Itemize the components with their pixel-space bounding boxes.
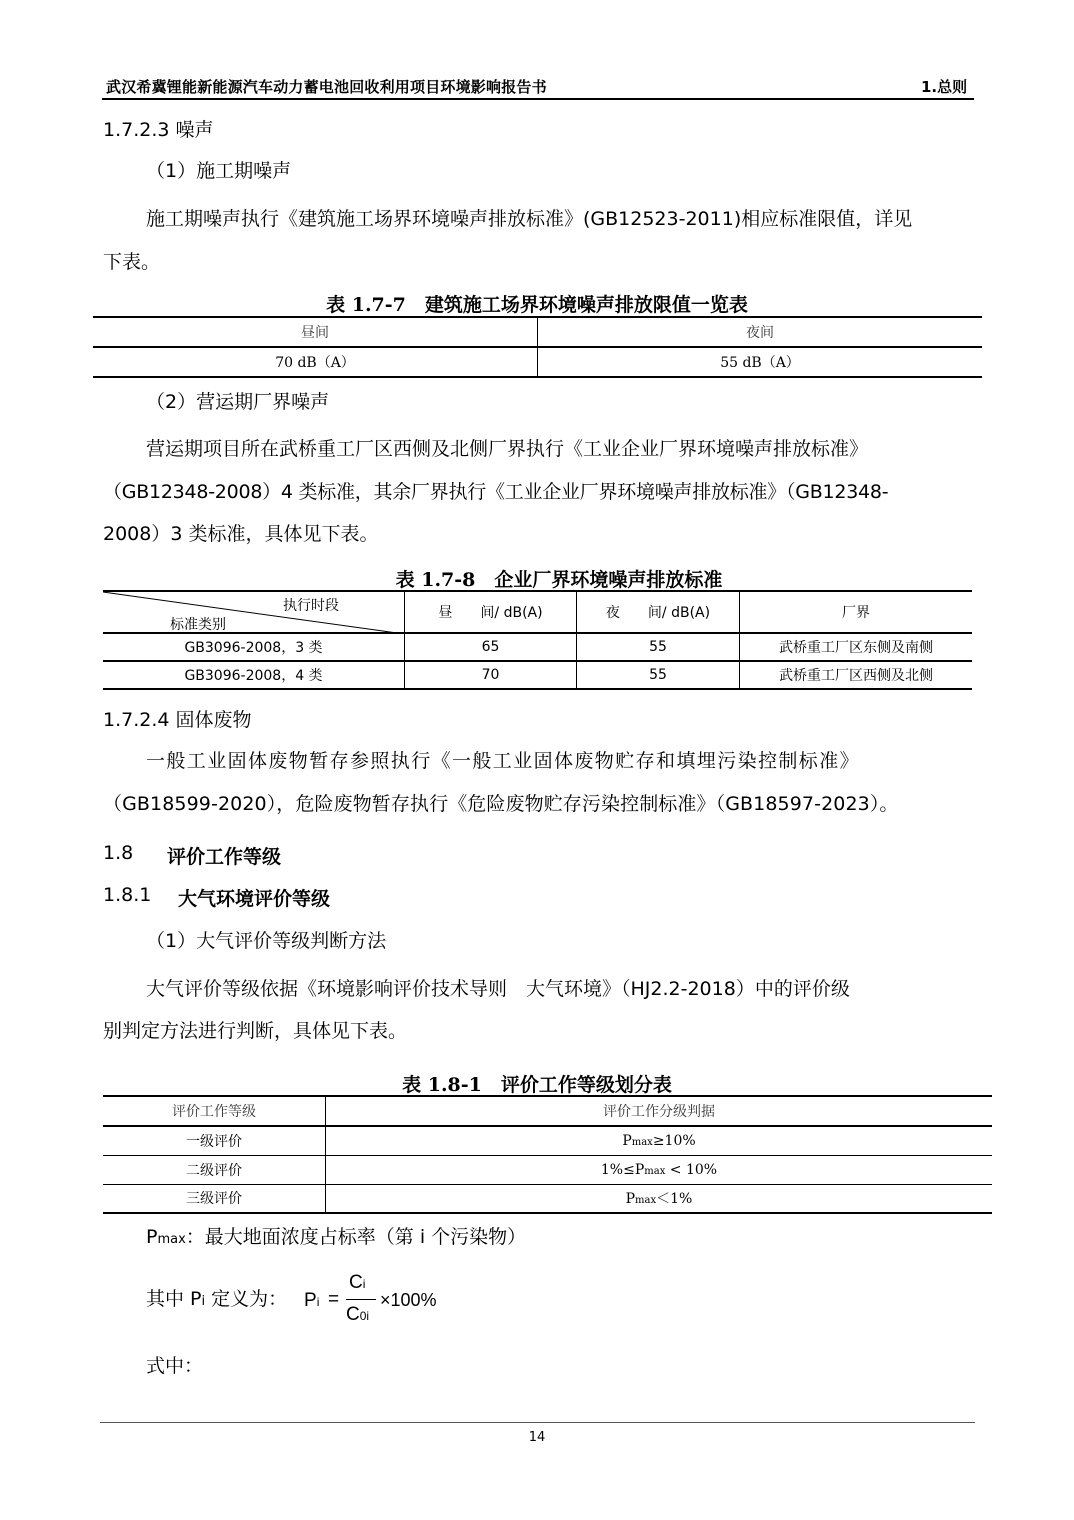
formula-numerator-symbol: C [349, 1272, 363, 1293]
formula [304, 1272, 454, 1334]
table-row [103, 661, 972, 689]
table-header-cell: 夜 间/ dB(A) [577, 591, 740, 633]
criterion-text: P [622, 1132, 632, 1149]
table-caption: 表 1.7-8 企业厂界环境噪声排放标准 [395, 569, 723, 591]
construction-noise-table [93, 316, 982, 378]
table-cell: 55 [577, 661, 740, 689]
header-chapter: 1.总则 [921, 78, 968, 96]
fraction-bar [346, 1299, 376, 1300]
criterion-cell [326, 1155, 993, 1184]
paragraph-line: 别判定方法进行判断，具体见下表。 [103, 1020, 408, 1042]
table-cell: 三级评价 [103, 1184, 326, 1213]
section-number: 1.8 [103, 842, 134, 864]
table-cell: 武桥重工厂区西侧及北侧 [779, 668, 933, 684]
pmax-definition [146, 1228, 526, 1249]
formula-tail: ×100% [380, 1290, 437, 1310]
subsection-title: 大气环境评价等级 [178, 888, 331, 910]
formula-lhs-symbol: P [304, 1290, 317, 1311]
table-cell: 武桥重工厂区东侧及南侧 [740, 633, 973, 661]
diagonal-label-top: 执行时段 [283, 598, 339, 614]
pmax-description: ：最大地面浓度占标率（第 i 个污染物） [185, 1226, 527, 1248]
table-row [103, 633, 972, 661]
header-title: 武汉希冀锂能新能源汽车动力蓄电池回收利用项目环境影响报告书 [106, 78, 547, 96]
table-row [103, 1184, 992, 1213]
pmax-symbol: P [146, 1226, 158, 1248]
criterion-text: < 10% [665, 1161, 718, 1178]
table-cell: 二级评价 [103, 1155, 326, 1184]
formula-denominator-subscript: 0i [359, 1309, 370, 1323]
footer-rule [100, 1422, 975, 1423]
formula-denominator-symbol: C [346, 1304, 360, 1325]
diagonal-label-bottom: 标准类别 [170, 617, 226, 633]
subheading-construction-noise: （1）施工期噪声 [146, 160, 292, 182]
table-header-cell: 昼 间/ dB(A) [405, 591, 577, 633]
table-header-cell: 夜间 [538, 317, 983, 347]
pmax-subscript: max [157, 1232, 186, 1247]
table-cell: GB3096-2008，3 类 [103, 633, 405, 661]
section-heading-solid-waste: 1.7.2.4 固体废物 [103, 709, 252, 731]
subheading-air-method: （1）大气评价等级判断方法 [146, 930, 387, 952]
section-title: 评价工作等级 [167, 846, 282, 868]
table-header-cell: 评价工作分级判据 [326, 1096, 993, 1126]
formula-numerator-subscript: i [362, 1277, 366, 1291]
formula-equals: = [328, 1289, 340, 1310]
header-rule [102, 98, 974, 100]
criterion-subscript: max [631, 1136, 653, 1148]
table-cell: GB3096-2008，4 类 [103, 661, 405, 689]
formula-lead-text: 其中 P [146, 1288, 202, 1310]
table-cell: 55 [577, 633, 740, 661]
table-caption: 表 1.7-7 建筑施工场界环境噪声排放限值一览表 [326, 294, 748, 316]
criterion-text: ＜1% [656, 1191, 693, 1208]
criterion-cell [326, 1126, 993, 1155]
paragraph-line: 营运期项目所在武桥重工厂区西侧及北侧厂界执行《工业企业厂界环境噪声排放标准》 [146, 438, 869, 460]
formula-denominator [346, 1304, 369, 1326]
formula-lhs [304, 1290, 319, 1312]
formula-lead-subscript: i [201, 1294, 206, 1309]
table-cell: 65 [405, 633, 577, 661]
section-heading-noise: 1.7.2.3 噪声 [103, 119, 214, 141]
page-number: 14 [528, 1430, 546, 1445]
criterion-text: 1%≤P [600, 1161, 645, 1178]
table-header-cell: 昼间 [93, 317, 538, 347]
table-cell: 70 dB（A） [93, 347, 538, 377]
paragraph-line: 大气评价等级依据《环境影响评价技术导则 大气环境》（HJ2.2-2018）中的评价级 [146, 978, 850, 1000]
evaluation-grade-table [103, 1095, 992, 1214]
paragraph-line: （GB12348-2008）4 类标准，其余厂界执行《工业企业厂界环境噪声排放标准》（GB12348- [103, 481, 889, 503]
boundary-noise-table [103, 590, 972, 690]
paragraph-line: 一般工业固体废物暂存参照执行《一般工业固体废物贮存和填埋污染控制标准》 [146, 750, 861, 772]
criterion-subscript: max [635, 1195, 657, 1207]
criterion-cell [326, 1184, 993, 1213]
table-row [103, 1155, 992, 1184]
where-label: 式中： [146, 1355, 204, 1377]
table-header-cell: 评价工作等级 [103, 1096, 326, 1126]
formula-lead [146, 1290, 287, 1311]
formula-lhs-subscript: i [316, 1295, 320, 1309]
table-header-cell: 厂界 [740, 591, 973, 633]
diagonal-header-cell [103, 591, 405, 633]
table-row [103, 1126, 992, 1155]
criterion-text: P [625, 1191, 636, 1208]
paragraph-line: 施工期噪声执行《建筑施工场界环境噪声排放标准》(GB12523-2011)相应标准限值，详见 [146, 208, 913, 230]
paragraph-line: 2008）3 类标准，具体见下表。 [103, 523, 379, 545]
criterion-text: ≥10% [652, 1132, 696, 1149]
table-cell: 55 dB（A） [720, 355, 800, 371]
subsection-number: 1.8.1 [103, 884, 152, 906]
table-cell: 70 [405, 661, 577, 689]
criterion-subscript: max [644, 1165, 666, 1177]
subheading-operation-noise: （2）营运期厂界噪声 [146, 391, 330, 413]
table-cell: 一级评价 [103, 1126, 326, 1155]
paragraph-line: 下表。 [103, 251, 161, 273]
table-caption: 表 1.8-1 评价工作等级划分表 [402, 1074, 672, 1096]
formula-numerator [349, 1272, 365, 1294]
formula-lead-tail: 定义为： [205, 1288, 288, 1310]
diagonal-line [103, 592, 404, 633]
paragraph-line: （GB18599-2020），危险废物暂存执行《危险废物贮存污染控制标准》（GB18597-2023）。 [103, 793, 899, 815]
